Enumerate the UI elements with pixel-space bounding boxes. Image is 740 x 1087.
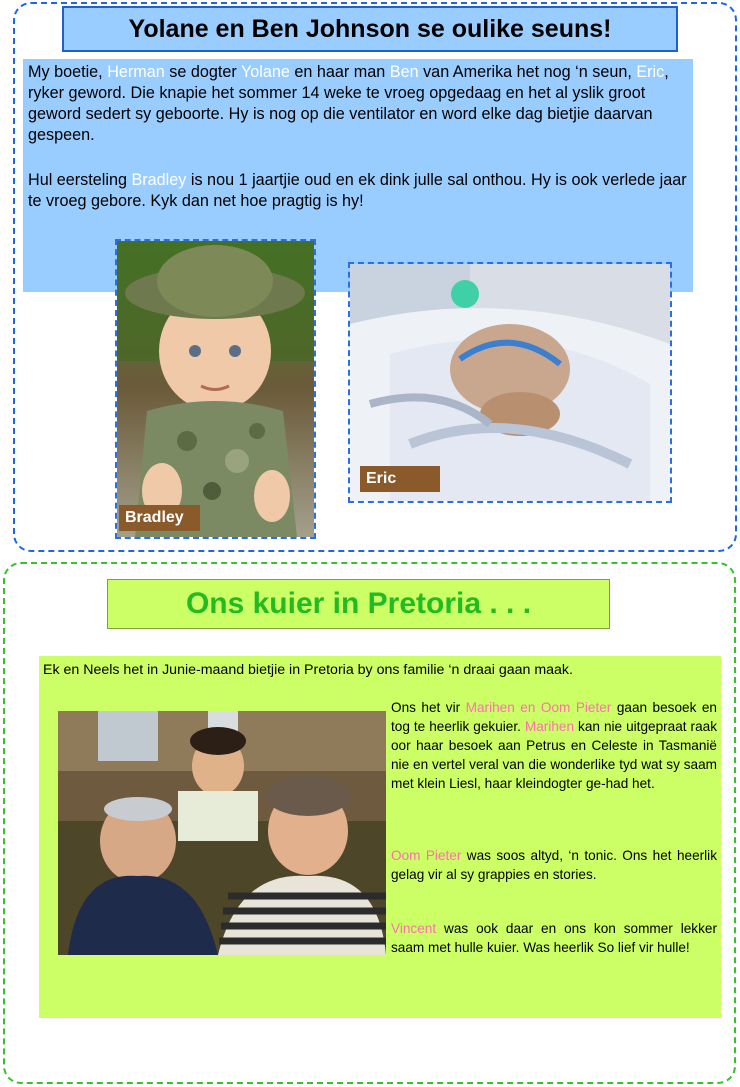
text-run: gaan besoek en tog te heerlik gekuier. (391, 700, 717, 734)
family-photo-illustration (58, 711, 386, 955)
text-run: was soos altyd, ‘n tonic. Ons het heerlik gelag vir al sy grappies en stories. (391, 848, 717, 882)
text-run: Hul eersteling (28, 171, 132, 189)
text-run: van Amerika het nog ‘n seun, (418, 63, 637, 81)
name-highlight-yolane: Yolane (240, 63, 290, 81)
pretoria-paragraph-2 (391, 846, 717, 884)
name-highlight-marihen: Marihen (524, 719, 575, 734)
family-photo (58, 711, 386, 955)
name-highlight-bradley: Bradley (131, 171, 187, 189)
eric-caption: Eric (360, 466, 440, 492)
text-run: is nou 1 jaartjie oud en ek dink julle sal onthou. Hy is ook verlede jaar te vroeg gebore. Kyk dan net hoe pragtig is hy! (28, 171, 687, 210)
name-highlight-vincent: Vincent (391, 921, 437, 936)
bradley-photo-illustration (117, 241, 314, 537)
text-run: en haar man (289, 63, 390, 81)
name-highlight-marihen-oom-pieter: Marihen en Oom Pieter (465, 700, 612, 715)
bradley-caption: Bradley (119, 505, 200, 531)
pretoria-paragraph-1 (391, 698, 717, 793)
pretoria-paragraph-3 (391, 919, 717, 957)
name-highlight-herman: Herman (107, 63, 165, 81)
name-highlight-oom-pieter: Oom Pieter (391, 848, 462, 863)
text-run: se dogter (164, 63, 241, 81)
top-paragraph-2 (28, 170, 698, 212)
name-highlight-eric: Eric (636, 63, 665, 81)
bottom-section-title: Ons kuier in Pretoria . . . (107, 579, 610, 629)
top-paragraph-1 (28, 62, 698, 146)
bradley-photo (115, 239, 316, 539)
text-run: , ryker geword. Die knapie het sommer 14 weke te vroeg opgedaag en het al yslik groot geword sedert sy geboorte. Hy is nog op die ventilator en word elke dag bietjie daarvan gespeen. (28, 63, 669, 144)
text-run: My boetie, (28, 63, 108, 81)
name-highlight-ben: Ben (389, 63, 419, 81)
text-run: kan nie uitgepraat raak oor haar besoek aan Petrus en Celeste in Tasmanië nie en vertel veral van die wonderlike tyd wat sy saam met klein Liesl, haar kleindogter ge-had het. (391, 719, 718, 791)
top-section-title: Yolane en Ben Johnson se oulike seuns! (62, 6, 678, 52)
text-run: Ons het vir (391, 700, 466, 715)
bottom-intro-line: Ek en Neels het in Junie-maand bietjie in Pretoria by ons familie ‘n draai gaan maak. (43, 662, 573, 678)
text-run: was ook daar en ons kon sommer lekker saam met hulle kuier. Was heerlik So lief vir hulle! (391, 921, 717, 955)
